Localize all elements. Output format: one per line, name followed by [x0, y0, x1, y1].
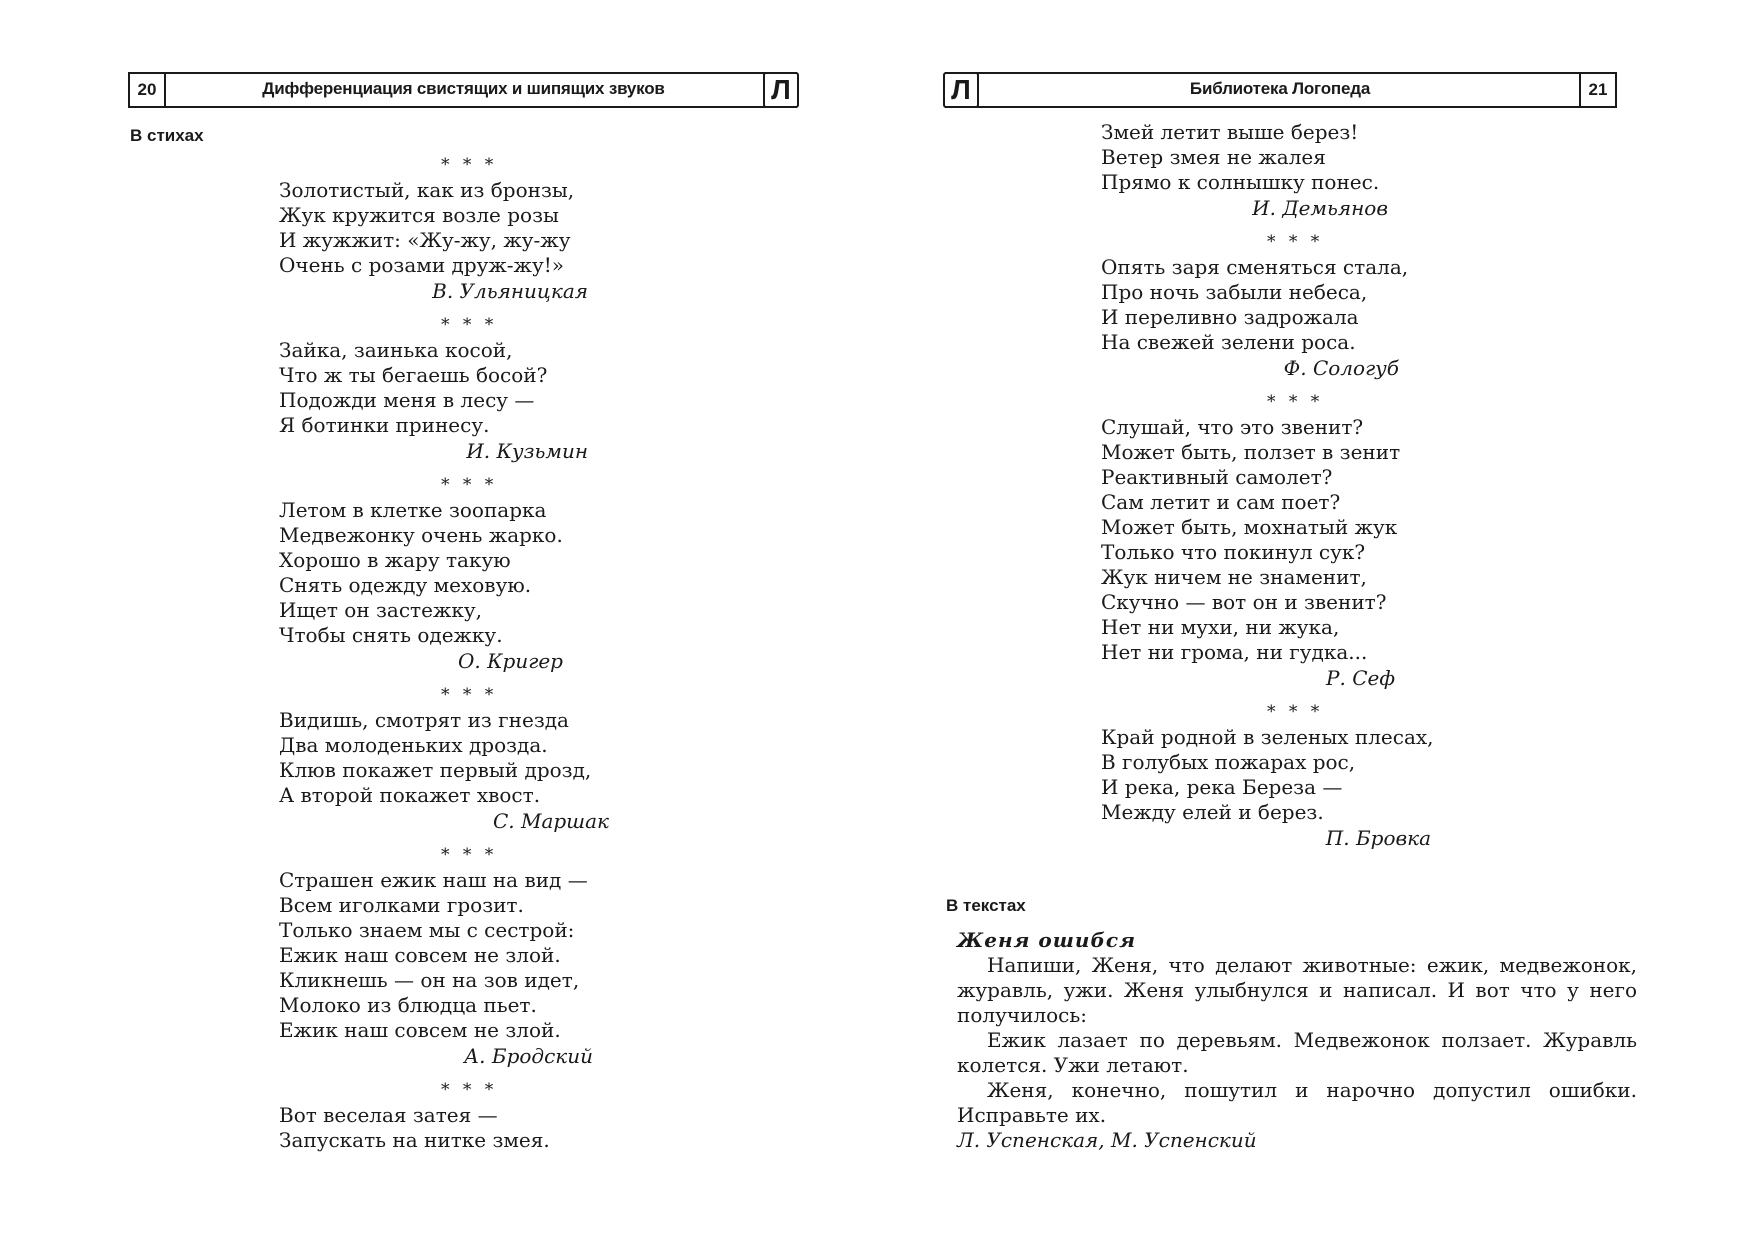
poem-line: Жук ничем не знаменит, [1101, 565, 1367, 589]
poem-line: Клюв покажет первый дрозд, [279, 758, 592, 782]
poem-separator: * * * [1267, 392, 1324, 412]
poem-line: И река, река Береза — [1101, 775, 1343, 799]
poem-line: Снять одежду меховую. [279, 573, 532, 597]
story-paragraph: Ежик лазает по деревьям. Медвежонок ползает. Журавль колется. Ужи летают. [957, 1028, 1637, 1077]
poem-line: Вот веселая затея — [279, 1103, 498, 1127]
poem-line: Очень с розами друж-жу!» [279, 253, 564, 277]
left-poems-column [279, 152, 609, 1153]
poem-author: В. Ульяницкая [432, 279, 588, 303]
poem [279, 842, 609, 1069]
poem-line: В голубых пожарах рос, [1101, 750, 1356, 774]
poem [279, 312, 609, 464]
poem-line: Ежик наш совсем не злой. [279, 943, 561, 967]
left-section-title: В стихах [130, 126, 204, 145]
poem [1101, 120, 1461, 221]
poem-author: И. Демьянов [1252, 196, 1388, 220]
poem-line: Между елей и берез. [1101, 800, 1324, 824]
poem [279, 682, 609, 834]
story-title: Женя ошибся [957, 928, 1137, 952]
story-paragraph: Напиши, Женя, что делают животные: ежик, медвежонок, журавль, ужи. Женя улыбнулся и написал. И вот что у него получилось: [957, 953, 1637, 1027]
poem-line: Только что покинул сук? [1101, 540, 1366, 564]
poem [279, 152, 609, 304]
right-header-title: Библиотека Логопеда [1189, 79, 1371, 98]
poem-author: С. Маршак [492, 809, 609, 833]
poem-line: Молоко из блюдца пьет. [279, 993, 537, 1017]
poem-line: Только знаем мы с сестрой: [279, 918, 575, 942]
poem-line: Реактивный самолет? [1101, 465, 1333, 489]
poem-line: Сам летит и сам поет? [1101, 490, 1341, 514]
poem [1101, 229, 1461, 381]
right-page-number: 21 [1579, 72, 1617, 108]
poem-line: Нет ни мухи, ни жука, [1101, 615, 1340, 639]
poem [279, 1077, 609, 1153]
poem-line: Я ботинки принесу. [279, 413, 490, 437]
poem-separator: * * * [441, 475, 498, 495]
poem-line: Медвежонку очень жарко. [279, 523, 563, 547]
poem-line: Слушай, что это звенит? [1101, 415, 1364, 439]
poem-author: О. Кригер [457, 649, 563, 673]
poem-line: Чтобы снять одежку. [279, 623, 503, 647]
poem-separator: * * * [441, 685, 498, 705]
poem-line: Золотистый, как из бронзы, [279, 178, 575, 202]
story-paragraph: Женя, конечно, пошутил и нарочно допустил ошибки. Исправьте их. [957, 1078, 1637, 1127]
poem-line: Прямо к солнышку понес. [1101, 170, 1380, 194]
poem-line: Видишь, смотрят из гнезда [279, 708, 569, 732]
poem-author: И. Кузьмин [466, 439, 588, 463]
story [957, 928, 1637, 1153]
left-running-header [130, 72, 797, 108]
poem-line: Хорошо в жару такую [279, 548, 511, 572]
poem-separator: * * * [441, 845, 498, 865]
poem-line: Опять заря сменяться стала, [1101, 255, 1409, 279]
poem-author: П. Бровка [1325, 826, 1431, 850]
poem-line: Два молоденьких дрозда. [279, 733, 548, 757]
poem-line: А второй покажет хвост. [279, 783, 541, 807]
poem-author: Ф. Сологуб [1283, 356, 1399, 380]
right-running-header [945, 72, 1615, 108]
poem-line: Может быть, мохнатый жук [1101, 515, 1398, 539]
poem-line: Ветер змея не жалея [1101, 145, 1326, 169]
poem-line: Край родной в зеленых плесах, [1101, 725, 1434, 749]
right-section-title: В текстах [946, 896, 1026, 915]
poem-separator: * * * [1267, 702, 1324, 722]
poem-line: Летом в клетке зоопарка [279, 498, 547, 522]
poem-line: Может быть, ползет в зенит [1101, 440, 1401, 464]
poem-line: Жук кружится возле розы [279, 203, 559, 227]
poem-line: Что ж ты бегаешь босой? [279, 363, 548, 387]
poem-line: Всем иголками грозит. [279, 893, 524, 917]
poem [279, 472, 609, 674]
poem-line: Скучно — вот он и звенит? [1101, 590, 1387, 614]
poem-line: Ежик наш совсем не злой. [279, 1018, 561, 1042]
poem-line: Зайка, заинька косой, [279, 338, 513, 362]
right-logo-icon: Л [943, 72, 979, 108]
poem-line: И жужжит: «Жу-жу, жу-жу [279, 228, 571, 252]
poem-author: Р. Сеф [1326, 666, 1395, 690]
poem-line: Подожди меня в лесу — [279, 388, 535, 412]
poem-line: Змей летит выше берез! [1101, 120, 1359, 144]
poem-line: Про ночь забыли небеса, [1101, 280, 1368, 304]
left-header-title: Дифференциация свистящих и шипящих звуков [262, 79, 665, 98]
left-logo-icon: Л [763, 72, 799, 108]
right-poems-column [1101, 120, 1461, 851]
poem-line: Кликнешь — он на зов идет, [279, 968, 580, 992]
story-author: Л. Успенская, М. Успенский [957, 1128, 1257, 1152]
poem [1101, 699, 1461, 851]
poem-separator: * * * [1267, 232, 1324, 252]
poem-line: Запускать на нитке змея. [279, 1128, 550, 1152]
poem [1101, 389, 1461, 691]
poem-separator: * * * [441, 1080, 498, 1100]
poem-line: Ищет он застежку, [279, 598, 482, 622]
poem-line: Нет ни грома, ни гудка... [1101, 640, 1368, 664]
poem-line: Страшен ежик наш на вид — [279, 868, 588, 892]
poem-separator: * * * [441, 155, 498, 175]
poem-line: И переливно задрожала [1101, 305, 1359, 329]
poem-author: А. Бродский [464, 1044, 593, 1068]
poem-separator: * * * [441, 315, 498, 335]
left-page-number: 20 [128, 72, 166, 108]
poem-line: На свежей зелени роса. [1101, 330, 1356, 354]
